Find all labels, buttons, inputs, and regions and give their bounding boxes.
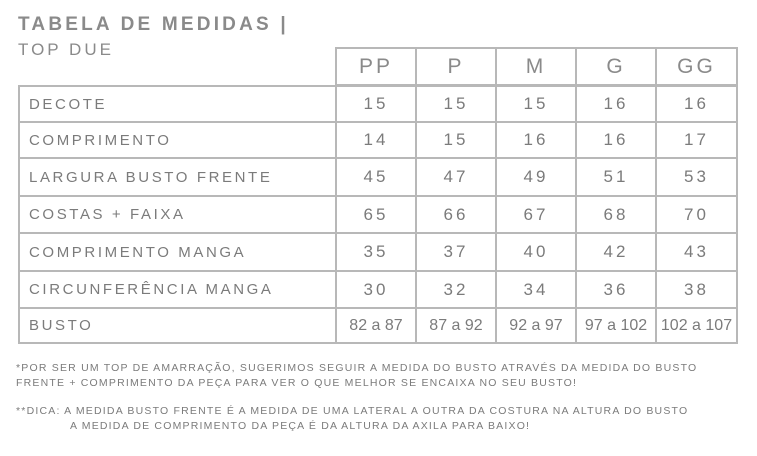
table-cell: 45 bbox=[335, 157, 417, 197]
table-cell: 36 bbox=[575, 270, 657, 309]
table-cell: 65 bbox=[335, 195, 417, 234]
table-cell: 37 bbox=[415, 232, 497, 272]
row-label-busto: BUSTO bbox=[18, 307, 337, 344]
table-cell: 38 bbox=[655, 270, 738, 309]
table-cell: 42 bbox=[575, 232, 657, 272]
footnote-1-line-1: *POR SER UM TOP DE AMARRAÇÃO, SUGERIMOS SEGUIR A MEDIDA DO BUSTO ATRAVÉS DA MEDIDA DO BUSTO bbox=[16, 362, 698, 374]
footnote-2-line-2: A MEDIDA DE COMPRIMENTO DA PEÇA É DA ALTURA DA AXILA PARA BAIXO! bbox=[70, 420, 531, 432]
table-cell: 47 bbox=[415, 157, 497, 197]
table-cell: 14 bbox=[335, 121, 417, 159]
table-cell: 32 bbox=[415, 270, 497, 309]
table-cell: 16 bbox=[655, 85, 738, 123]
table-cell: 97 a 102 bbox=[575, 307, 657, 344]
size-header-g: G bbox=[575, 47, 657, 86]
table-cell: 67 bbox=[495, 195, 577, 234]
size-header-gg: GG bbox=[655, 47, 738, 86]
table-cell: 15 bbox=[415, 121, 497, 159]
table-cell: 66 bbox=[415, 195, 497, 234]
table-cell: 17 bbox=[655, 121, 738, 159]
table-cell: 15 bbox=[495, 85, 577, 123]
table-cell: 43 bbox=[655, 232, 738, 272]
row-label-largura-busto-frente: LARGURA BUSTO FRENTE bbox=[18, 157, 337, 197]
table-cell: 30 bbox=[335, 270, 417, 309]
size-header-m: M bbox=[495, 47, 577, 86]
row-label-comprimento-manga: COMPRIMENTO MANGA bbox=[18, 232, 337, 272]
table-cell: 34 bbox=[495, 270, 577, 309]
page-title: TABELA DE MEDIDAS | bbox=[18, 14, 289, 35]
footnote-2-line-1: **DICA: A MEDIDA BUSTO FRENTE É A MEDIDA DE UMA LATERAL A OUTRA DA COSTURA NA ALTURA DO BUSTO bbox=[16, 405, 689, 417]
table-cell: 15 bbox=[335, 85, 417, 123]
table-cell: 102 a 107 bbox=[655, 307, 738, 344]
row-label-circunferencia-manga: CIRCUNFERÊNCIA MANGA bbox=[18, 270, 337, 309]
product-name: TOP DUE bbox=[18, 40, 114, 59]
row-label-decote: DECOTE bbox=[18, 85, 337, 123]
size-header-p: P bbox=[415, 47, 497, 86]
table-cell: 82 a 87 bbox=[335, 307, 417, 344]
table-cell: 35 bbox=[335, 232, 417, 272]
row-label-comprimento: COMPRIMENTO bbox=[18, 121, 337, 159]
table-cell: 49 bbox=[495, 157, 577, 197]
table-cell: 15 bbox=[415, 85, 497, 123]
table-cell: 16 bbox=[495, 121, 577, 159]
row-label-costas-faixa: COSTAS + FAIXA bbox=[18, 195, 337, 234]
table-cell: 92 a 97 bbox=[495, 307, 577, 344]
table-cell: 87 a 92 bbox=[415, 307, 497, 344]
footnote-1-line-2: FRENTE + COMPRIMENTO DA PEÇA PARA VER O QUE MELHOR SE ENCAIXA NO SEU BUSTO! bbox=[16, 377, 578, 389]
table-cell: 51 bbox=[575, 157, 657, 197]
footnote-1 bbox=[16, 361, 697, 391]
table-cell: 68 bbox=[575, 195, 657, 234]
size-header-pp: PP bbox=[335, 47, 417, 86]
table-cell: 53 bbox=[655, 157, 738, 197]
table-cell: 16 bbox=[575, 121, 657, 159]
table-cell: 16 bbox=[575, 85, 657, 123]
table-cell: 70 bbox=[655, 195, 738, 234]
table-cell: 40 bbox=[495, 232, 577, 272]
footnote-2 bbox=[16, 404, 688, 434]
